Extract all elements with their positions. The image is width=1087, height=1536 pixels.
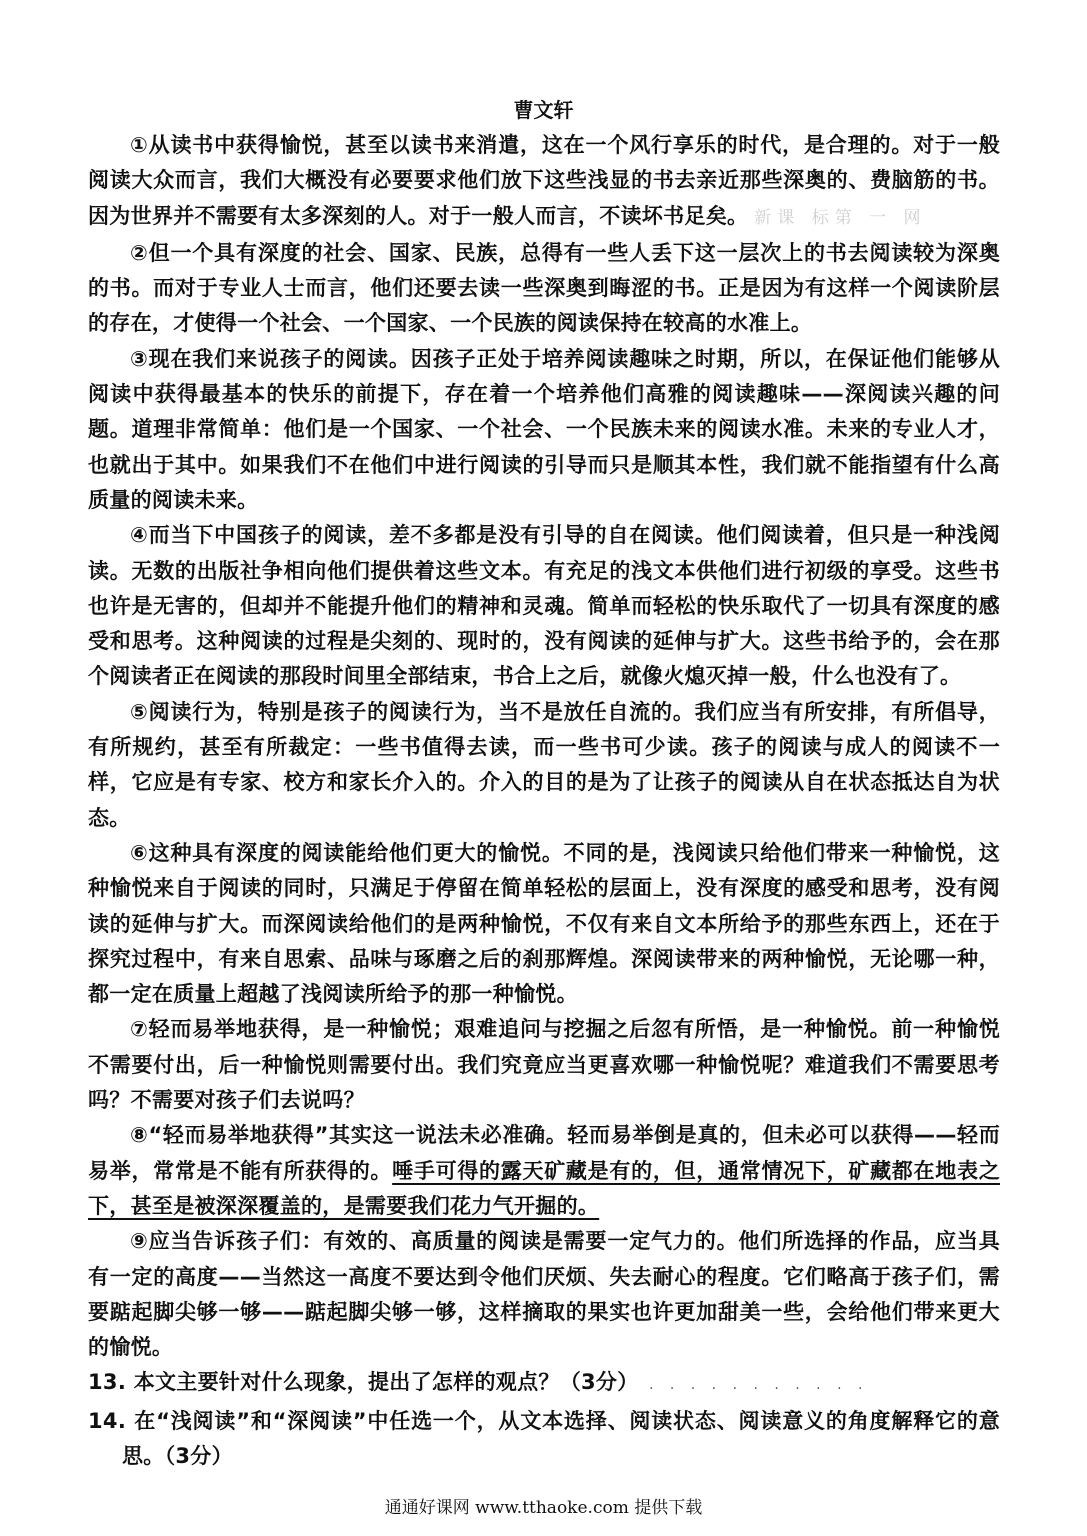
paragraph-6: ⑥这种具有深度的阅读能给他们更大的愉悦。不同的是，浅阅读只给他们带来一种愉悦，这种愉悦来自于阅读的同时，只满足于停留在简单轻松的层面上，没有深度的感受和思考，没有阅读的延伸与扩大。而深阅读给他们的是两种愉悦，不仅有来自文本所给予的那些东西上，还在于探究过程中，有来自思索、品味与琢磨之后的刹那辉煌。深阅读带来的两种愉悦，无论哪一种，都一定在质量上超越了浅阅读所给予的那一种愉悦。 (88, 840, 1000, 1007)
paragraph-3: ③现在我们来说孩子的阅读。因孩子正处于培养阅读趣味之时期，所以，在保证他们能够从阅读中获得最基本的快乐的前提下，存在着一个培养他们高雅的阅读趣味——深阅读兴趣的问题。道理非常简单：他们是一个国家、一个社会、一个民族未来的阅读水准。未来的专业人才，也就出于其中。如果我们不在他们中进行阅读的引导而只是顺其本性，我们就不能指望有什么高质量的阅读未来。 (88, 346, 1000, 512)
watermark-text: 新课 标第 一 网 (754, 207, 927, 228)
paragraph-1: ①从读书中获得愉悦，甚至以读书来消遣，这在一个风行享乐的时代，是合理的。对于一般阅读大众而言，我们大概没有必要要求他们放下这些浅显的书去亲近那些深奥的、费脑筋的书。因为世界并不需要有太多深刻的人。对于一般人而言，不读坏书足矣。 新课 标第 一 网 (88, 133, 1000, 228)
paragraph-2: ②但一个具有深度的社会、国家、民族，总得有一些人丢下这一层次上的书去阅读较为深奥的书。而对于专业人士而言，他们还要去读一些深奥到晦涩的书。正是因为有这样一个阅读阶层的存在，才使得一个社会、一个国家、一个民族的阅读保持在较高的水准上。 (88, 240, 1000, 336)
underlined-sentence: 唾手可得的露天矿藏是有的，但，通常情况下，矿藏都在地表之下，甚至是被深深覆盖的，是需要我们花力气开掘的。 (88, 1158, 1000, 1218)
question-14: 14. 在“浅阅读”和“深阅读”中任选一个，从文本选择、阅读状态、阅读意义的角度解释它的意思。（3分） (88, 1408, 1000, 1468)
paragraph-7: ⑦轻而易举地获得，是一种愉悦；艰难追问与挖掘之后忽有所悟，是一种愉悦。前一种愉悦不需要付出，后一种愉悦则需要付出。我们究竟应当更喜欢哪一种愉悦呢？难道我们不需要思考吗？不需要对孩子们去说吗？ (88, 1017, 1000, 1113)
question-13: 13. 本文主要针对什么现象，提出了怎样的观点？（3分） . . . . . . . . . . . (88, 1370, 869, 1395)
paragraph-9: ⑨应当告诉孩子们：有效的、高质量的阅读是需要一定气力的。他们所选择的作品，应当具有一定的高度——当然这一高度不要达到令他们厌烦、失去耐心的程度。它们略高于孩子们，需要踮起脚尖够一够——踮起脚尖够一够，这样摘取的果实也许更加甜美一些，会给他们带来更大的愉悦。 (88, 1229, 1000, 1360)
paragraph-4: ④而当下中国孩子的阅读，差不多都是没有引导的自在阅读。他们阅读着，但只是一种浅阅读。无数的出版社争相向他们提供着这些文本。有充足的浅文本供他们进行初级的享受。这些书也许是无害的，但却并不能提升他们的精神和灵魂。简单而轻松的快乐取代了一切具有深度的感受和思考。这种阅读的过程是尖刻的、现时的，没有阅读的延伸与扩大。这些书给予的，会在那个阅读者正在阅读的那段时间里全部结束，书合上之后，就像火熄灭掉一般，什么也没有了。 (88, 523, 1000, 689)
paragraph-8: ⑧“轻而易举地获得”其实这一说法未必准确。轻而易举倒是真的，但未必可以获得——轻而易举，常常是不能有所获得的。唾手可得的露天矿藏是有的，但，通常情况下，矿藏都在地表之下，甚至是被深深覆盖的，是需要我们花力气开掘的。 (88, 1123, 1000, 1218)
article-author: 曹文轩 (513, 98, 574, 122)
article-body (88, 128, 1000, 1474)
page-footer: 通通好课网 www.tthaoke.com 提供下载 (384, 1498, 703, 1518)
questions (88, 1365, 1000, 1474)
paragraph-5: ⑤阅读行为，特别是孩子的阅读行为，当不是放任自流的。我们应当有所安排，有所倡导，有所规约，甚至有所裁定：一些书值得去读，而一些书可少读。孩子的阅读与成人的阅读不一样，它应是有专家、校方和家长介入的。介入的目的是为了让孩子的阅读从自在状态抵达自为状态。 (88, 699, 1000, 830)
